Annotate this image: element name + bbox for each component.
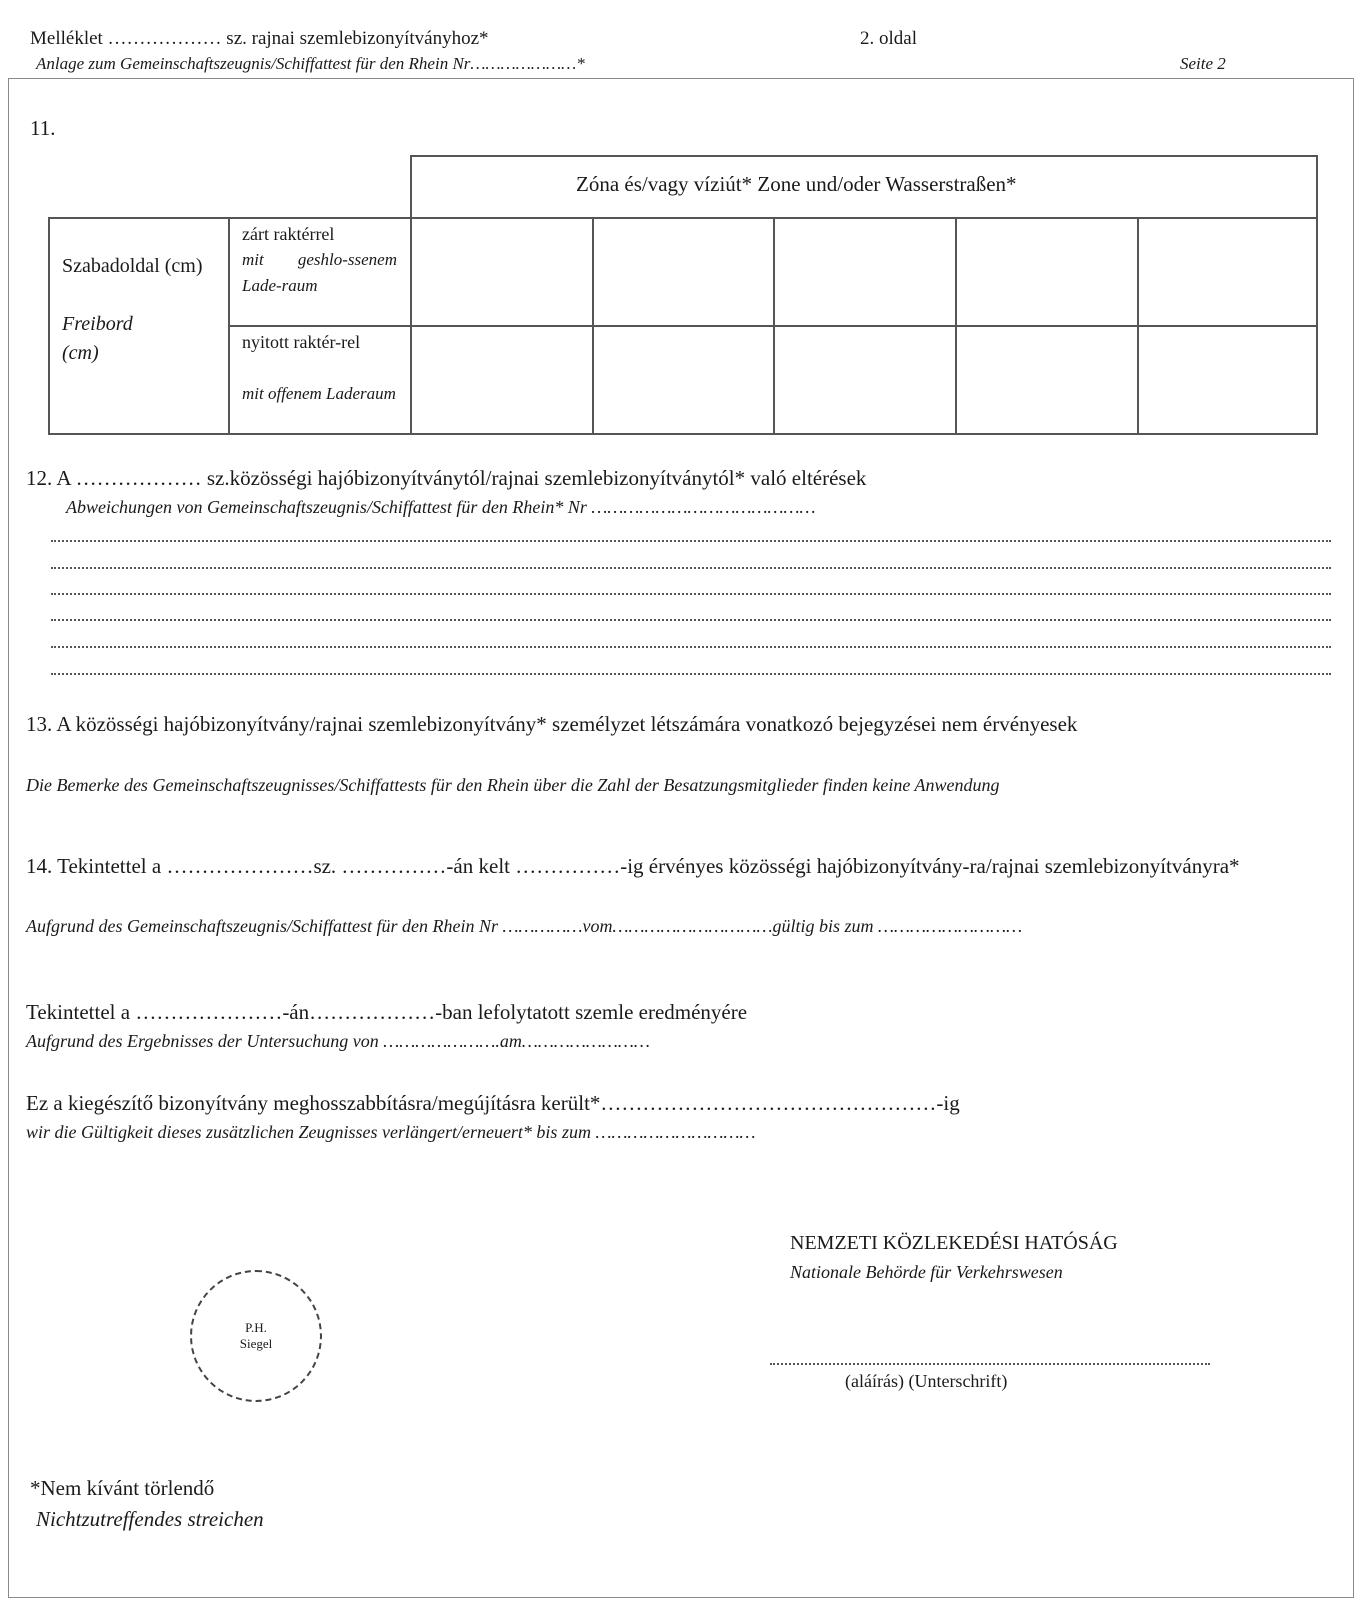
signature-label: (aláírás) (Unterschrift) [845,1371,1008,1391]
section-12-title: 12. A ……………… sz.közösségi hajóbizonyítványtól/rajnai szemlebizonyítványtól* való eltérések [26,466,867,490]
section-13-text-de: Die Bemerke des Gemeinschaftszeugnisses/Schiffattests für den Rhein über die Zahl der Besatzungsmitglieder finden keine Anwendung [26,775,1000,795]
zone-header: Zóna és/vagy víziút* Zone und/oder Wasserstraßen* [576,172,1017,196]
section-14-text-de: Aufgrund des Gemeinschaftszeugnis/Schiffattest für den Rhein Nr ……………vom…………………………gültig bis zum ……………………… [26,916,1023,936]
footnote-de: Nichtzutreffendes streichen [36,1507,264,1531]
deviations-line-6 [51,673,1331,675]
footnote: *Nem kívánt törlendő [30,1476,215,1500]
extension-text: Ez a kiegészítő bizonyítvány meghosszabbításra/megújításra került*…………………………………………-ig [26,1091,960,1115]
seal-label-de: Siegel [239,1336,273,1351]
header-annex-title-de: Anlage zum Gemeinschaftszeugnis/Schiffattest für den Rhein Nr…………………* [36,54,585,73]
authority-name: NEMZETI KÖZLEKEDÉSI HATÓSÁG [790,1232,1118,1254]
section-11-number: 11. [30,116,56,140]
deviations-line-5 [51,646,1331,648]
extension-text-de: wir die Gültigkeit dieses zusätzlichen Zeugnisses verlängert/erneuert* bis zum ………………………… [26,1122,756,1142]
closed-hold-label-hu: zárt raktérrel [242,224,335,244]
authority-name-de: Nationale Behörde für Verkehrswesen [790,1262,1063,1282]
deviations-line-2 [51,567,1331,569]
header-page-number-de: Seite 2 [1180,54,1226,73]
inspection-text-de: Aufgrund des Ergebnisses der Untersuchung von ………………….am…………………… [26,1031,650,1051]
closed-hold-label-de: mit geshlo-ssenem Lade-raum [242,250,397,295]
header-page-number: 2. oldal [860,28,917,49]
section-12-title-de: Abweichungen von Gemeinschaftszeugnis/Schiffattest für den Rhein* Nr …………………………………… [66,497,816,517]
inspection-text: Tekintettel a …………………-án………………-ban lefolytatott szemle eredményére [26,1000,748,1024]
freeboard-table [0,0,1365,450]
freeboard-label-de: Freibord (cm) [62,313,133,364]
section-14-text: 14. Tekintettel a …………………sz. ……………-án kelt ……………-ig érvényes közösségi hajóbizonyítvány-ra/rajnai szemlebizonyítványra* [26,854,1240,878]
section-13-text: 13. A közösségi hajóbizonyítvány/rajnai szemlebizonyítvány* személyzet létszámára vonatkozó bejegyzései nem érvényesek [26,712,1078,736]
freeboard-label-hu: Szabadoldal (cm) [62,255,203,277]
deviations-line-4 [51,619,1331,621]
open-hold-label-hu: nyitott raktér-rel [242,332,361,352]
signature-line [770,1363,1210,1365]
seal-label-hu: P.H. [245,1320,267,1335]
header-annex-title: Melléklet ……………… sz. rajnai szemlebizonyítványhoz* [30,28,489,49]
open-hold-label-de: mit offenem Laderaum [242,384,396,403]
deviations-line-3 [51,593,1331,595]
deviations-line-1 [51,540,1331,542]
seal-placeholder [190,1270,322,1402]
